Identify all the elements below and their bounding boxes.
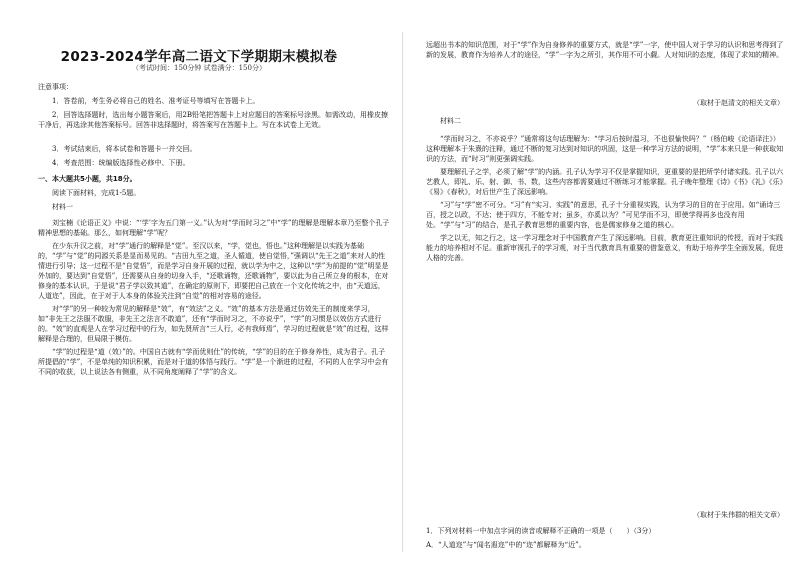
material2-body xyxy=(426,134,784,446)
paragraph: 在少东升汉之前，对“学”通行的解释是“觉”。至汉以来，“学，觉也，悟也。”这种理解是以实践为基础的，“学”与“觉”的同源关系是显而易见的。“吉田九至之道，圣人循道，使自觉悟，”强调以“先王之道”来对人的性情进行引导；这一过程不是“自觉悟”，而是学习自身开展的过程，就以学为中之，这种以“学”为前提的“觉”明显是外加的，要达到“自觉悟”，还需要从自身的切身入手，“还歌诵物，还歌诵物”，要以此为自己所立身的根本，在对修身的基本认识，于是说“君子学以致其道”，在确定的原则下，即要把自己放在一个文化传统之中，由“天道远，人道迩”，因此，在于对于人本身的体验关注到“自觉”的相对容易的途径。 xyxy=(38,242,389,300)
paragraph: “学而时习之，不亦说乎？”通常将这句话理解为：“学习后按时温习，不也很愉快吗？”（杨伯峻《论语译注》）这种理解本于朱熹的注释，通过不断的复习达到对知识的巩固，这是一种学习方法的说明，“学”本来只是一种获取知识的方法，而“时习”则更强调实践。 xyxy=(426,135,784,163)
note-item: 3．考试结束后，将本试卷和答题卡一并交回。 xyxy=(52,145,197,153)
material1-body xyxy=(38,218,390,554)
right-column xyxy=(408,0,794,562)
note-item: 2．回答选择题时，选出每小题答案后，用2B铅笔把答题卡上对应题目的答案标号涂黑。如需改动，用橡皮擦干净后，再选涂其他答案标号。回答非选择题时，将答案写在答题卡上。写在本试卷上无效。 xyxy=(38,111,389,129)
exam-info: （考试时间：150分钟 试卷满分：150分） xyxy=(132,64,266,72)
source-note: （取材于朱伟群的相关文章） xyxy=(693,511,784,519)
material1-label: 材料一 xyxy=(52,203,73,211)
notes xyxy=(38,82,390,92)
paragraph: 对“学”的另一种较为常见的解释是“效”，有“效法”之义。“效”的基本方法是通过仿效先王的制度来学习，如“非先王之法服不敢服，非先王之法言不敢道”，还有“学而时习之，不亦说乎”，“学”的习惯是以效仿方式进行的。“效”的直观是人在学习过程中的行为，如先贤所言“三人行，必有我师焉”，学习的过程就是“效”的过程，这样解释是合理的，但局限于模仿。 xyxy=(38,305,389,343)
paragraph: “学”的过程是“道（效）”的。中国自古就有“学而优则仕”的传统，“学”的目的在于修身养性，成为君子。孔子所提倡的“学”，不是单纯的知识积累，而是对于道的体悟与践行。“学”是一个渐进的过程，不同的人在学习中会有不同的收获，以上说法各有侧重，从不同角度阐释了“学”的含义。 xyxy=(38,348,389,376)
paragraph: 学之以无，知之行之，这一学习理念对于中国教育产生了深远影响。目前，教育更注重知识的传授，而对于实践能力的培养相对不足。重新审视孔子的学习观，对于当代教育具有重要的借鉴意义，有助于培养学生全面发展，促进人格的完善。 xyxy=(426,234,783,262)
section-instruction: 阅读下面材料，完成1-5题。 xyxy=(52,189,141,197)
continuation: 远超出书本的知识范围，对于“学”作为自身修养的重要方式，就是“学”一字，使中国人对于学习的认识和思考得到了新的发展，教育作为培养人才的途径，“学”一字为之所引，其作用不可小觑。人对知识的态度，体现了求知的精神。 xyxy=(426,41,784,59)
question-option: A．“人道迩”与“闻名遐迩”中的“迩”都解释为“近”。 xyxy=(426,541,586,549)
question-stem: 1．下列对材料一中加点字词的读音或解释不正确的一项是（ ）（3分） xyxy=(426,527,656,535)
page-title: 2023-2024学年高二语文下学期期末模拟卷 xyxy=(60,49,338,65)
note-item: 1．答卷前，考生务必将自己的姓名、准考证号等填写在答题卡上。 xyxy=(52,97,260,105)
source-note: （取材于赵清文的相关文章） xyxy=(693,99,784,107)
material2-label: 材料二 xyxy=(440,117,461,125)
column-divider xyxy=(402,32,403,552)
paragraph: 要理解孔子之学，必须了解“学”的内涵。孔子认为学习不仅是掌握知识，更重要的是把所学付诸实践。孔子以六艺教人，即礼、乐、射、御、书、数，这些内容都需要通过不断练习才能掌握。孔子晚年整理《诗》《书》《礼》《乐》《易》《春秋》，对后世产生了深远影响。 xyxy=(426,168,784,196)
section-heading: 一、本大题共5小题，共18分。 xyxy=(38,175,137,183)
paragraph: “习”与“学”密不可分。“习”有“实习、实践”的意思，孔子十分重视实践，认为学习的目的在于应用。如“诵诗三百，授之以政，不达；使于四方，不能专对；虽多，亦奚以为？”可见学而不习，即使学得再多也没有用处。“学”与“习”的结合，是孔子教育思想的重要内容，也是儒家修身之道的核心。 xyxy=(426,201,781,229)
note-item: 4．考查范围：统编版选择性必修中、下册。 xyxy=(52,159,190,167)
paragraph: 刘宝楠《论语正义》中说：“‘学’字为五门第一义。”认为对“学而时习之”中“学”的理解是理解本章乃至整个孔子精神思想的基础。那么，如何理解“学”呢？ xyxy=(38,219,390,237)
notes-heading: 注意事项： xyxy=(38,83,73,91)
